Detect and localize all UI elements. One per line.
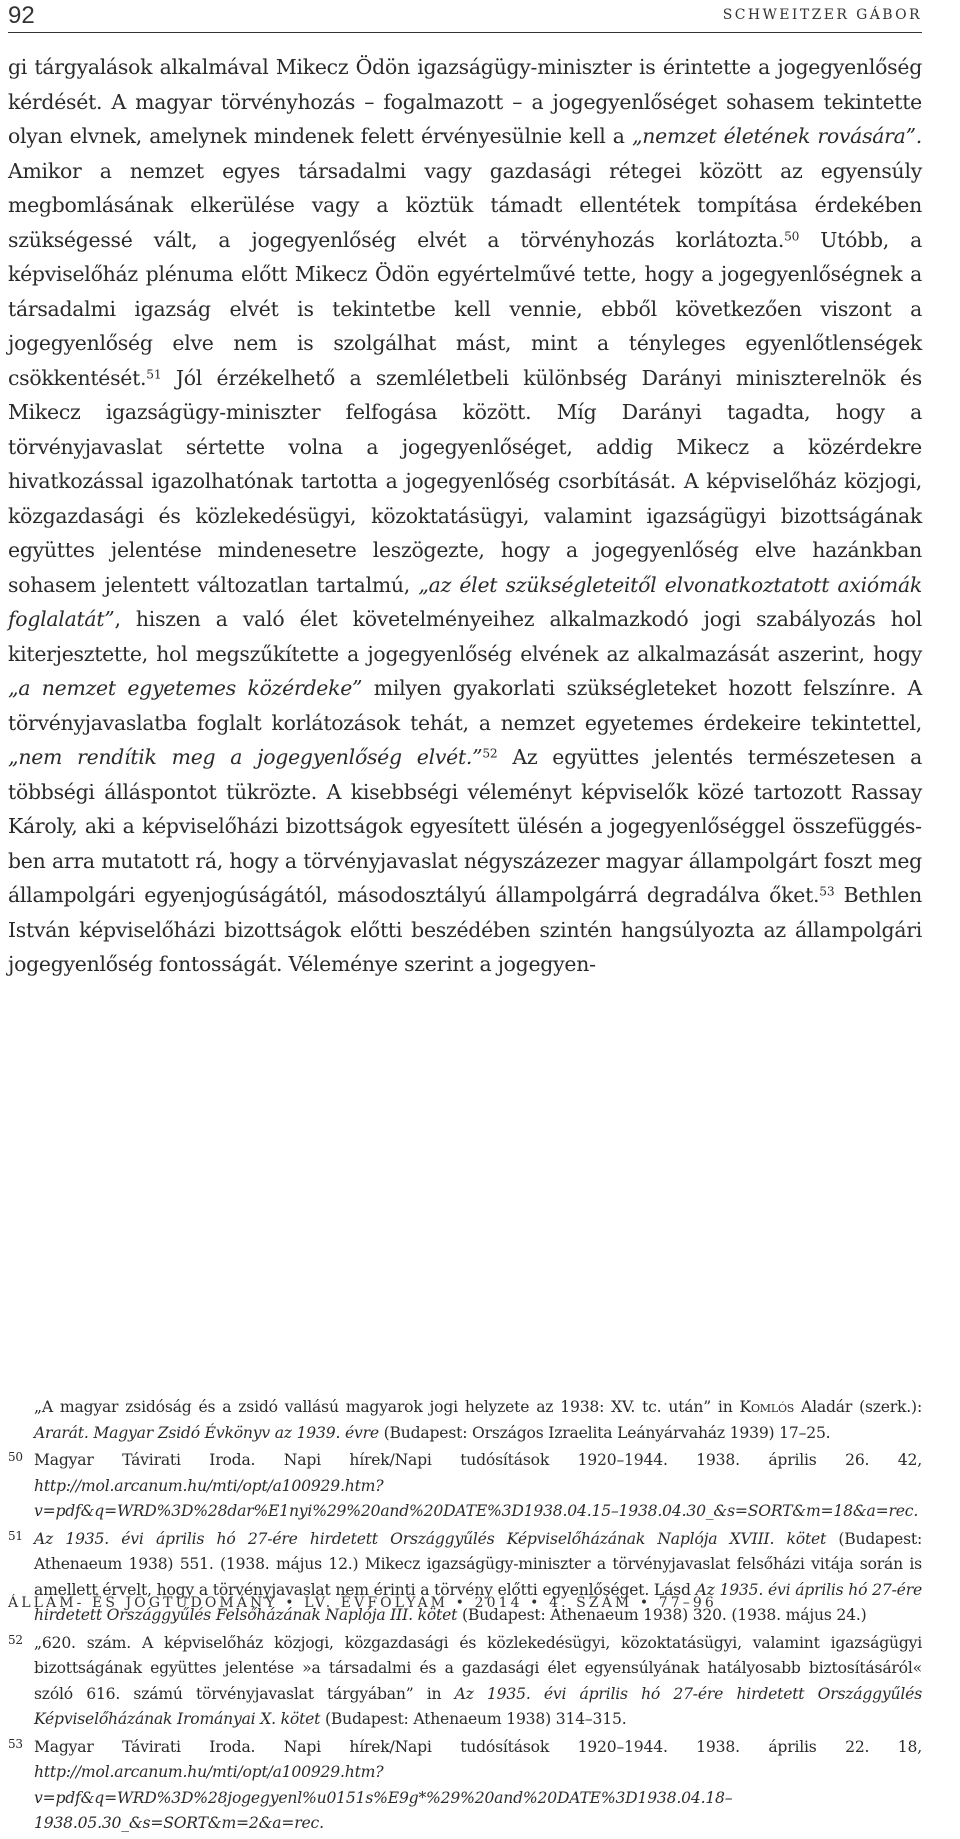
footnote-text: (Budapest: Athenaeum 1938) 551. (1938. május 12.) Mikecz igazságügy-miniszter a törvényjavaslat felsőházi vitája során is amellett érvelt, hogy a törvényjavaslat nem érinti a törvény előtti egyenlőséget. Lásd <box>34 1529 922 1599</box>
footnote <box>8 1735 922 1837</box>
footnote-text: Magyar Távirati Iroda. Napi hírek/Napi tudósítások 1920–1944. 1938. április 26. 42, <box>34 1451 922 1469</box>
footnote-text: (Budapest: Országos Izraelita Leányárvaház 1939) 17–25. <box>378 1423 831 1442</box>
text-run: Jól érzékelhető a szemléletbeli különbség Darányi miniszterelnök és Mikecz igazságügy-miniszter felfogása között. Míg Darányi tagadta, hogy a törvényjavaslat sértette volna a jogegyenlőséget, addig Mikecz a közérdekre hivatkozással igazolhatónak tartotta a jogegyenlőség csorbítását. A képviselőház közjogi, közgazdasági és közlekedésügyi, közoktatásügyi, valamint igazságügyi bizottságának együttes jelentése mindenesetre leszögezte, hogy a jogegyenlőség elve hazánkban sohasem jelentett változatlan tartalmú, <box>8 365 922 597</box>
text-run: milyen gyakorlati szükségleteket hozott felszínre. A törvényjavaslatba foglalt korlátozások tehát, a nemzet egyetemes érdekeire tekintettel, <box>8 676 922 735</box>
footnote-text: Az 1935. évi április hó 27-ére hirdetett Országgyűlés Képviselőházának Irományai X. kötet <box>34 1684 923 1728</box>
page-footer: ÁLLAM- ÉS JOGTUDOMÁNY • LV. ÉVFOLYAM • 2014 • 4. SZÁM • 77–96 <box>8 1595 717 1611</box>
footnote-text: (Budapest: Athenaeum 1938) 320. (1938. május 24.) <box>457 1606 867 1624</box>
text-run: Bethlen István képviselőházi bizottságok előtti beszédében szintén hangsúlyozta az állampolgári jogegyenlőség fontosságát. Véleménye szerint a jogegyen- <box>8 883 922 976</box>
footnote-text: http://mol.arcanum.hu/mti/opt/a100929.htm?v=pdf&q=WRD%3D%28dar%E1nyi%29%20and%20DATE%3D1938.04.15–1938.04.30_&s=SORT&m=18&a=rec. <box>34 1476 919 1520</box>
footnote <box>8 1395 922 1446</box>
footnote <box>8 1448 922 1525</box>
page-number: 92 <box>8 2 35 29</box>
footnote-number: 52 <box>8 1632 23 1647</box>
footnote-ref: 51 <box>146 366 162 381</box>
body-text <box>8 50 922 982</box>
footnote-text: Komlós <box>739 1398 795 1416</box>
footnote-ref: 53 <box>819 884 835 899</box>
footnote-number: 53 <box>8 1736 23 1751</box>
text-run: , hiszen a való élet követelményeihez alkalmazkodó jogi szabályozás hol kiterjesztette, hol megszűkítette a jogegyenlőség elvének az alkalmazását aszerint, hogy <box>8 607 922 666</box>
footnote-text: Aladár (szerk.): <box>794 1398 922 1416</box>
text-run: gi tárgyalások alkalmával Mikecz Ödön igazságügy-miniszter is érintette a jogegyenlőség kérdését. A magyar törvényhozás – fogalmazott – a jogegyenlőséget sohasem tekintette olyan elvnek, amelynek mindenek felett érvényesülnie kell a <box>8 55 922 148</box>
running-head-author: SCHWEITZER GÁBOR <box>722 7 922 23</box>
italic-quote: „az élet szükségleteitől elvonatkoztatott axiómák foglalatát” <box>8 572 922 631</box>
footnote-ref: 52 <box>482 746 498 761</box>
footnote-number: 51 <box>8 1528 23 1543</box>
footnote-text: Az 1935. évi április hó 27-ére hirdetett Országgyűlés Felsőházának Naplója III. kötet <box>34 1580 922 1624</box>
body-paragraph <box>8 50 922 982</box>
footnote-text: „620. szám. A képviselőház közjogi, közgazdasági és közlekedésügyi, közoktatásügyi, valamint igazságügyi bizottságának együttes jelentése »a társadalmi és a gazdasági élet egyensúlyának hatályosabb biztosításáról« szóló 616. számú törvényjavaslat tárgyában” in <box>34 1633 922 1703</box>
footnote-number: 50 <box>8 1450 23 1464</box>
italic-quote: „nemzet életének rovására”. <box>631 124 922 148</box>
footnote-ref: 50 <box>784 228 800 243</box>
page-header <box>8 0 922 33</box>
italic-quote: „a nemzet egyetemes közérdeke” <box>8 676 363 700</box>
text-run: Amikor a nemzet egyes társadalmi vagy gazdasági rétegei között az egyensúly megbomlásának elkerülése vagy a köztük támadt ellentétek tompítása érdekében szükségessé vált, a jogegyenlőség elvét a törvényhozás korlátozta. <box>8 158 922 252</box>
text-run: Az együttes jelentés természetesen a többségi álláspontot tükrözte. A kisebbségi véleményt képviselők közé tartozott Rassay Károly, aki a képviselőházi bizottságok egyesített ülésén a jogegyenlőséggel összefüggésben arra mutatott rá, hogy a törvényjavaslat négyszázezer magyar állampolgárt foszt meg állampolgári egyenjogúságától, másodosztályú állampolgárrá degradálva őket. <box>8 745 923 907</box>
footnote <box>8 1631 922 1733</box>
footnotes <box>8 1395 922 1839</box>
text-run: Utóbb, a képviselőház plénuma előtt Mikecz Ödön egyértelművé tette, hogy a jogegyenlőségnek a társadalmi igazság elvét is tekintetbe kell vennie, ebből következően viszont a jogegyenlőség elve nem is szolgálhat mást, mint a tényleges egyenlőtlenségek csökkentését. <box>8 227 922 390</box>
footnote-text: Az 1935. évi április hó 27-ére hirdetett Országgyűlés Képviselőházának Naplója XVIII. kötet <box>34 1529 827 1548</box>
italic-quote: „nem rendítik meg a jogegyenlőség elvét.” <box>8 745 483 769</box>
footnote-text: „A magyar zsidóság és a zsidó vallású magyarok jogi helyzete az 1938: XV. tc. után” in <box>34 1398 740 1416</box>
footnote-text: http://mol.arcanum.hu/mti/opt/a100929.htm?v=pdf&q=WRD%3D%28jogegyenl%u0151s%E9g*%29%20and%20DATE%3D1938.04.18–1938.05.30_&s=SORT&m=2&a=rec. <box>34 1763 733 1832</box>
footnote-text: Magyar Távirati Iroda. Napi hírek/Napi tudósítások 1920–1944. 1938. április 22. 18, <box>34 1737 922 1756</box>
footnote-text: (Budapest: Athenaeum 1938) 314–315. <box>320 1710 627 1728</box>
footnote-text: Ararát. Magyar Zsidó Évkönyv az 1939. évre <box>34 1423 379 1442</box>
footnote <box>8 1527 922 1629</box>
